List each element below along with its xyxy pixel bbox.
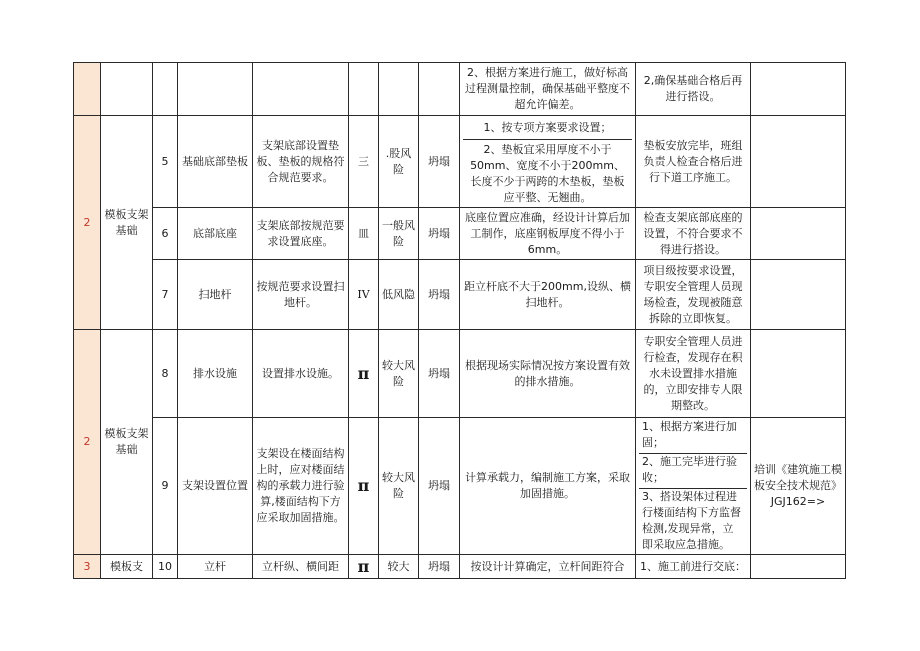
group-cell [101,63,153,116]
training-cell [751,260,846,330]
no-cell: 7 [153,260,178,330]
item-cell: 立杆 [178,555,253,579]
measure-cell: 底座位置应准确，经设计计算后加工制作，底座钢板厚度不得小于6mm。 [460,208,636,260]
measure-cell: 根据现场实际情况按方案设置有效的排水措施。 [460,330,636,418]
accident-cell: 坍塌 [419,418,460,555]
item-cell: 扫地杆 [178,260,253,330]
seq-cell: 2 [74,330,101,555]
table-row [74,63,846,116]
seq-cell: 2 [74,116,101,330]
measure-line: 2、垫板宜采用厚度不小于50mm、宽度不小于200mm、长度不少于两跨的木垫板，垫板应平整、无翘曲。 [470,143,625,204]
table-row [74,418,846,555]
training-cell [751,208,846,260]
accident-cell [419,63,460,116]
measure-cell: 按设计计算确定，立杆间距符合 [460,555,636,579]
group-cell: 模板支架基础 [101,116,153,330]
table-row [74,116,846,208]
risk-cell: 较大 [379,555,419,579]
group-cell: 模板支架基础 [101,330,153,555]
standard-cell: 立杆纵、横间距 [253,555,349,579]
risk-cell: 较大风险 [379,330,419,418]
manage-cell: 项目级按要求设置，专职安全管理人员现场检查，发现被随意拆除的立即恢复。 [636,260,751,330]
table-row [74,208,846,260]
accident-cell: 坍塌 [419,116,460,208]
measure-cell: 计算承载力，编制施工方案，采取加固措施。 [460,418,636,555]
training-cell [751,330,846,418]
table-row [74,555,846,579]
no-cell: 5 [153,116,178,208]
item-cell: 支架设置位置 [178,418,253,555]
risk-cell [379,63,419,116]
standard-cell: 支架底部按规范要求设置底座。 [253,208,349,260]
manage-cell: 专职安全管理人员进行检查，发现存在积水未设置排水措施的，立即安排专人限期整改。 [636,330,751,418]
standard-cell [253,63,349,116]
item-cell [178,63,253,116]
accident-cell: 坍塌 [419,330,460,418]
measure-line: 1、按专项方案要求设置； [463,117,632,140]
no-cell: 6 [153,208,178,260]
level-cell: π [349,330,379,418]
group-cell: 模板支 [101,555,153,579]
measure-cell: 距立杆底不大于200mm,设纵、横扫地杆。 [460,260,636,330]
table-row [74,330,846,418]
manage-line: 1、根据方案进行加固； [639,419,747,454]
level-cell: π [349,555,379,579]
manage-line: 3、搭设架体过程进行楼面结构下方监督检测,发现异常，立即采取应急措施。 [642,490,741,551]
level-cell: 三 [349,116,379,208]
accident-cell: 坍塌 [419,208,460,260]
measure-cell [460,116,636,208]
level-cell: π [349,418,379,555]
no-cell: 10 [153,555,178,579]
no-cell [153,63,178,116]
risk-cell: .股风险 [379,116,419,208]
risk-cell: 低风隐 [379,260,419,330]
level-cell [349,63,379,116]
manage-cell: 检查支架底部底座的设置，不符合要求不得进行搭设。 [636,208,751,260]
risk-control-table [73,62,846,579]
manage-cell: 垫板安放完毕，班组负责人检查合格后进行下道工序施工。 [636,116,751,208]
risk-cell: 一般风险 [379,208,419,260]
level-cell: 皿 [349,208,379,260]
level-cell: IV [349,260,379,330]
accident-cell: 坍塌 [419,555,460,579]
measure-cell: 2、根据方案进行施工，做好标高过程测量控制，确保基础平整度不超允许偏差。 [460,63,636,116]
manage-cell: 1、施工前进行交底： [636,555,751,579]
accident-cell: 坍塌 [419,260,460,330]
manage-cell: 2,确保基础合格后再进行搭设。 [636,63,751,116]
table-row [74,260,846,330]
standard-cell: 按规范要求设置扫地杆。 [253,260,349,330]
item-cell: 底部底座 [178,208,253,260]
seq-cell: 3 [74,555,101,579]
standard-cell: 支架设在楼面结构上时，应对楼面结构的承载力进行验算,楼面结构下方应采取加固措施。 [253,418,349,555]
training-cell [751,555,846,579]
no-cell: 8 [153,330,178,418]
standard-cell: 设置排水设施。 [253,330,349,418]
seq-cell [74,63,101,116]
item-cell: 排水设施 [178,330,253,418]
training-cell [751,63,846,116]
manage-line: 2、施工完毕进行验收； [639,454,747,489]
risk-cell: 较大风险 [379,418,419,555]
no-cell: 9 [153,418,178,555]
standard-cell: 支架底部设置垫板、垫板的规格符合规范要求。 [253,116,349,208]
training-cell: 培训《建筑施工模板安全技术规范》JGJ162=> [751,418,846,555]
manage-cell [636,418,751,555]
item-cell: 基础底部垫板 [178,116,253,208]
training-cell [751,116,846,208]
